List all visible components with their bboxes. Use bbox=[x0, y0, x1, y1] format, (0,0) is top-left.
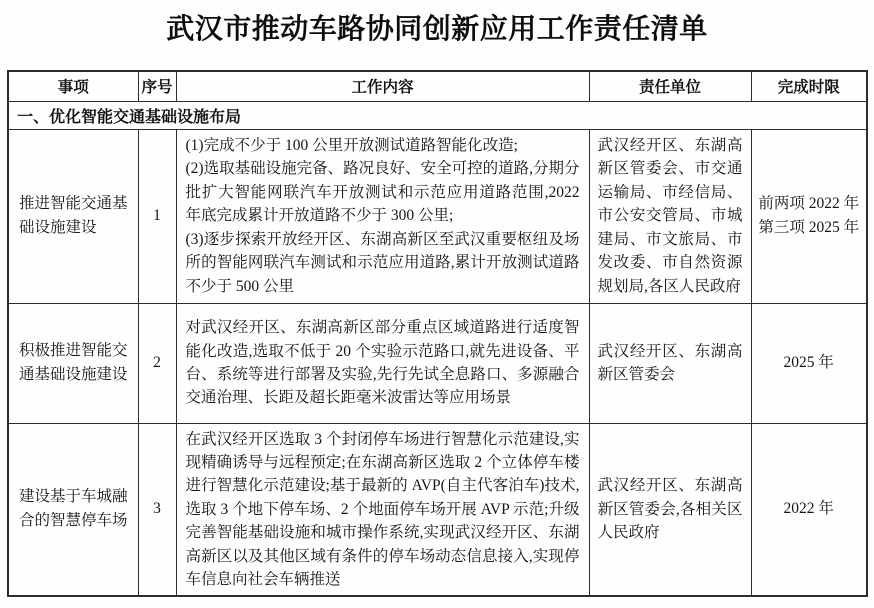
content-paragraph: 对武汉经开区、东湖高新区部分重点区域道路进行适度智能化改造,选取不低于 20 个实验示范路口,就先进设备、平台、系统等进行部署及实验,先行先试全息路口、多源融合交通治理、长距及超长距毫米波雷达等应用场景 bbox=[185, 319, 580, 407]
row-number-cell: 3 bbox=[138, 423, 176, 596]
deadline-cell bbox=[751, 303, 867, 423]
work-content-cell bbox=[176, 423, 589, 596]
column-header-no: 序号 bbox=[138, 71, 176, 101]
responsibility-table bbox=[7, 70, 868, 597]
deadline-line: 前两项 2022 年 bbox=[758, 195, 860, 212]
column-header-content: 工作内容 bbox=[176, 71, 589, 101]
work-content-cell bbox=[176, 129, 589, 303]
content-paragraph: (2)选取基础设施完备、路况良好、安全可控的道路,分期分批扩大智能网联汽车开放测试和示范应用道路范围,2022 年底完成累计开放道路不少于 300 公里; bbox=[185, 160, 580, 225]
content-paragraph: (1)完成不少于 100 公里开放测试道路智能化改造; bbox=[185, 137, 518, 155]
row-number-cell: 2 bbox=[138, 303, 176, 423]
table-header-row bbox=[8, 71, 867, 101]
item-cell: 推进智能交通基础设施建设 bbox=[8, 129, 138, 303]
column-header-item: 事项 bbox=[8, 71, 138, 101]
content-paragraph: (3)逐步探索开放经开区、东湖高新区至武汉重要枢纽及场所的智能网联汽车测试和示范应用道路,累计开放测试道路不少于 500 公里 bbox=[185, 230, 580, 295]
deadline-line: 2025 年 bbox=[783, 354, 834, 371]
item-cell: 建设基于车城融合的智慧停车场 bbox=[8, 423, 138, 596]
deadline-cell bbox=[751, 129, 867, 303]
item-cell: 积极推进智能交通基础设施建设 bbox=[8, 303, 138, 423]
page-title: 武汉市推动车路协同创新应用工作责任清单 bbox=[166, 14, 708, 45]
deadline-line: 第三项 2025 年 bbox=[758, 219, 860, 236]
section-title: 一、优化智能交通基础设施布局 bbox=[8, 101, 867, 129]
table-row bbox=[8, 303, 867, 423]
column-header-deadline: 完成时限 bbox=[751, 71, 867, 101]
content-paragraph: 在武汉经开区选取 3 个封闭停车场进行智慧化示范建设,实现精确诱导与远程预定;在东湖高新区选取 2 个立体停车楼进行智慧化示范建设;基于最新的 AVP(自主代客泊车)技术,选取 3 个地下停车场、2 个地面停车场开展 AVP 示范;升级完善智能基础设施和城市操作系统,实现武汉经开区、东湖高新区以及其他区域有条件的停车场动态信息接入,实现停车信息向社会车辆推送 bbox=[185, 430, 580, 588]
row-number-cell: 1 bbox=[138, 129, 176, 303]
deadline-line: 2022 年 bbox=[783, 500, 834, 518]
column-header-unit: 责任单位 bbox=[589, 71, 751, 101]
work-content-cell bbox=[176, 303, 589, 423]
responsible-unit-cell: 武汉经开区、东湖高新区管委会、市交通运输局、市经信局、市公安交管局、市城建局、市文旅局、市发改委、市自然资源规划局,各区人民政府 bbox=[589, 129, 751, 303]
section-row bbox=[8, 101, 867, 129]
responsible-unit-cell: 武汉经开区、东湖高新区管委会 bbox=[589, 303, 751, 423]
deadline-cell bbox=[751, 423, 867, 596]
table-row bbox=[8, 423, 867, 596]
responsible-unit-cell: 武汉经开区、东湖高新区管委会,各相关区人民政府 bbox=[589, 423, 751, 596]
table-row bbox=[8, 129, 867, 303]
